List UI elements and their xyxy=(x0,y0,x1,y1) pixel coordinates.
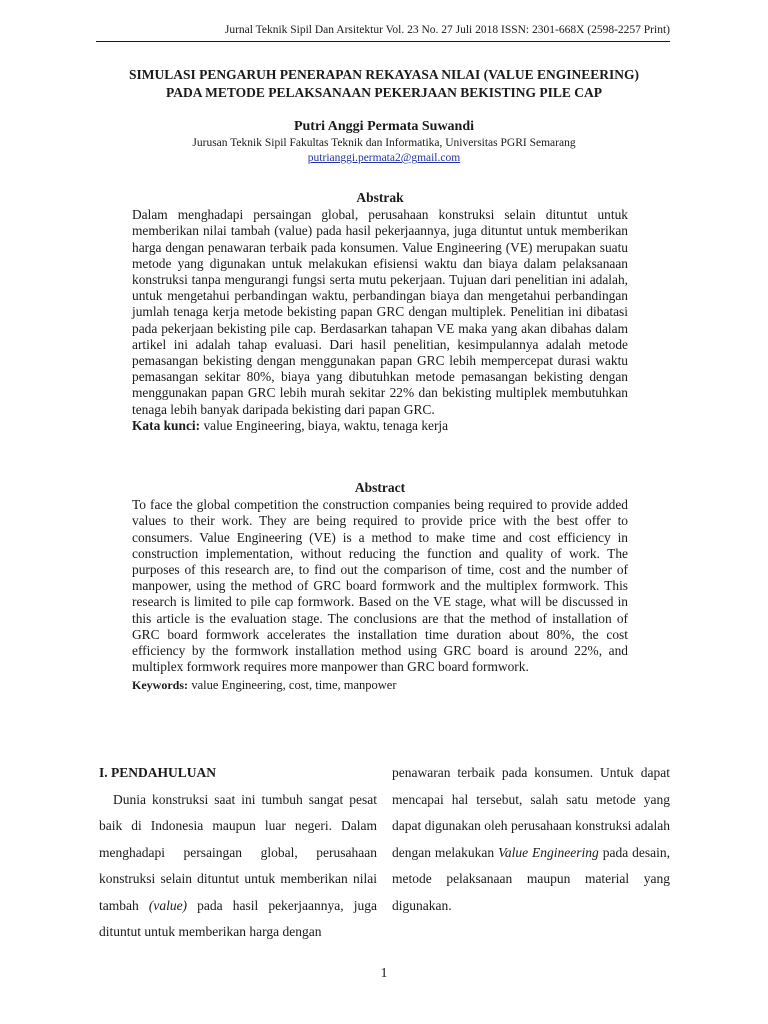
journal-header: Jurnal Teknik Sipil Dan Arsitektur Vol. 23 No. 27 Juli 2018 ISSN: 2301-668X (2598-2257 Print) xyxy=(224,24,670,36)
kata-kunci-text: value Engineering, biaya, waktu, tenaga kerja xyxy=(203,417,449,433)
title-line-1: SIMULASI PENGARUH PENERAPAN REKAYASA NILAI (VALUE ENGINEERING) xyxy=(128,67,640,82)
title-line-2: PADA METODE PELAKSANAAN PEKERJAAN BEKISTING PILE CAP xyxy=(165,85,603,100)
keywords-line xyxy=(132,677,628,693)
keywords-text: value Engineering, cost, time, manpower xyxy=(191,678,397,693)
intro-right-column xyxy=(392,760,670,919)
email-link[interactable]: putrianggi.permata2@gmail.com xyxy=(307,152,461,164)
intro-left-column xyxy=(99,760,377,946)
value-engineering-italic: Value Engineering xyxy=(498,844,599,860)
intro-paragraph-left: Dunia konstruksi saat ini tumbuh sangat pesat baik di Indonesia maupun luar negeri. Dalam menghadapi persaingan global, perusahaan konstruksi selain dituntut untuk memberikan nilai tambah (value) pada hasil pekerjaannya, juga dituntut untuk memberikan harga dengan xyxy=(99,791,377,939)
header-divider xyxy=(96,41,670,42)
abstract-section xyxy=(132,480,628,694)
affiliation: Jurusan Teknik Sipil Fakultas Teknik dan Informatika, Universitas PGRI Semarang xyxy=(192,137,576,149)
kata-kunci-label: Kata kunci: xyxy=(132,417,201,433)
abstract-heading: Abstract xyxy=(354,480,406,495)
value-italic: (value) xyxy=(148,897,188,913)
kata-kunci-line xyxy=(132,418,628,434)
abstrak-section xyxy=(132,190,628,434)
author-name: Putri Anggi Permata Suwandi xyxy=(293,119,475,134)
paper-title xyxy=(100,66,668,102)
section-heading-pendahuluan: I. PENDAHULUAN xyxy=(99,765,217,780)
intro-paragraph-right: penawaran terbaik pada konsumen. Untuk dapat mencapai hal tersebut, salah satu metode yang dapat digunakan oleh perusahaan konstruksi adalah dengan melakukan Value Engineering pada desain, metode pelaksanaan maupun material yang digunakan. xyxy=(392,765,670,913)
author-affiliation-block xyxy=(100,136,668,166)
page-number: 1 xyxy=(380,966,388,981)
abstrak-heading: Abstrak xyxy=(356,190,404,205)
keywords-label: Keywords: xyxy=(132,678,188,693)
abstract-body: To face the global competition the construction companies being required to provide added values to their work. They are being required to provide price with the best offer to consumers. Value Engineering (VE) is a method to make time and cost efficiency in construction implementation, without reducing the function and quality of work. The purposes of this research are, to find out the comparison of time, cost and the number of manpower, using the method of GRC board formwork and the multiplex formwork. This research is limited to pile cap formwork. Based on the VE stage, what will be discussed in this article is the evaluation stage. The conclusions are that the method of installation of GRC board formwork accelerates the installation time duration about 80%, the cost efficiency by the formwork installation method using GRC board is around 22%, and multiplex formwork requires more manpower than GRC board formwork. xyxy=(132,497,628,675)
abstrak-body: Dalam menghadapi persaingan global, perusahaan konstruksi selain dituntut untuk memberikan nilai tambah (value) pada hasil pekerjaannya, juga dituntut untuk memberikan harga dengan penawaran terbaik pada konsumen. Value Engineering (VE) merupakan suatu metode yang digunakan untuk melakukan efisiensi waktu dan biaya dalam pelaksanaan konstruksi tanpa mengurangi fungsi serta mutu pekerjaan. Tujuan dari penelitian ini adalah, untuk mengetahui perbandingan waktu, perbandingan biaya dan mengetahui perbandingan jumlah tenaga kerja metode bekisting papan GRC dengan multiplek. Penelitian ini dibatasi pada pekerjaan bekisting pile cap. Berdasarkan tahapan VE maka yang akan dibahas dalam artikel ini adalah tahap evaluasi. Dari hasil penelitian, kesimpulannya adalah metode pemasangan bekisting dengan menggunakan papan GRC lebih mempercepat durasi waktu pemasangan sekitar 80%, biaya yang dibutuhkan metode pemasangan bekisting dengan menggunakan papan GRC lebih murah sekitar 22% dan bekisting multiplek membutuhkan tenaga lebih banyak daripada bekisting dari papan GRC. xyxy=(132,207,628,417)
